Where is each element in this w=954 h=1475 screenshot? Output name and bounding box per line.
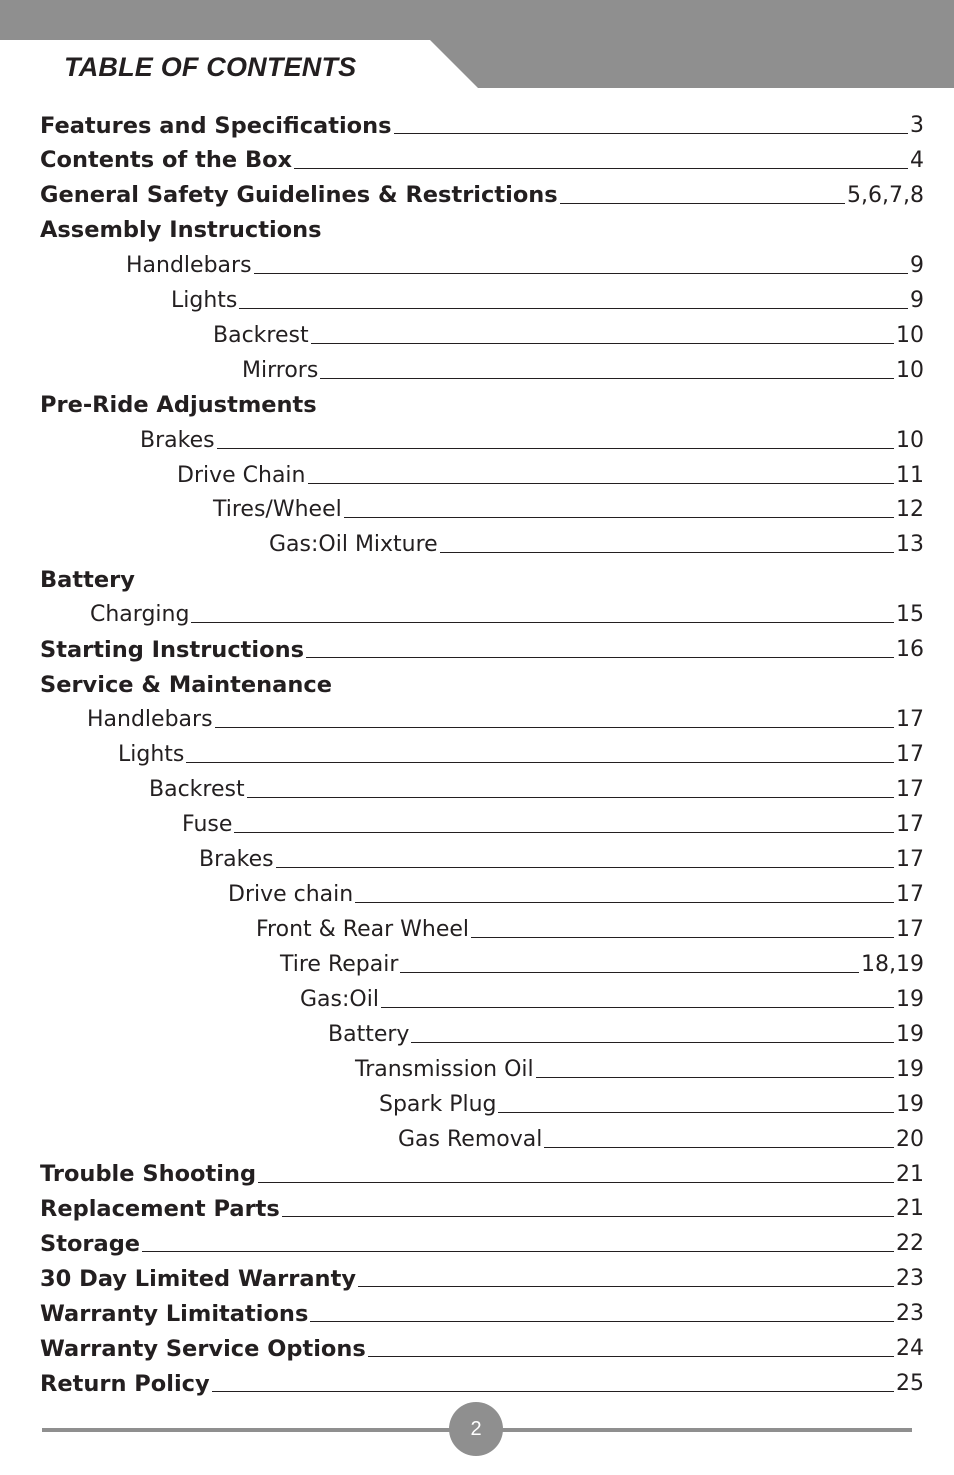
footer-rule-left (42, 1428, 454, 1432)
toc-entry (398, 1116, 924, 1151)
toc-entry-page: 23 (896, 1266, 924, 1292)
toc-entry-label: Features and Specifications (40, 112, 392, 139)
toc-entry (40, 1290, 924, 1325)
toc-entry (40, 382, 924, 417)
toc-entry-page: 9 (910, 287, 924, 313)
toc-entry-label: Gas:Oil Mixture (269, 532, 438, 558)
toc-entry-label: Return Policy (40, 1370, 210, 1397)
toc-entry-label: Assembly Instructions (40, 217, 322, 244)
toc-entry-label: Warranty Service Options (40, 1335, 366, 1362)
toc-entry-label: Trouble Shooting (40, 1161, 257, 1187)
toc-leader-line (440, 552, 894, 553)
toc-entry (90, 591, 924, 626)
header-tab (430, 40, 954, 88)
toc-entry (328, 1011, 924, 1046)
toc-entry (269, 521, 924, 556)
toc-entry-page: 17 (896, 881, 924, 907)
toc-entry-page: 10 (896, 357, 924, 383)
toc-entry (280, 941, 924, 976)
toc-entry-page: 21 (896, 1196, 924, 1222)
toc-entry-page: 19 (896, 1091, 924, 1117)
page-number: 2 (470, 1417, 482, 1440)
toc-entry (182, 801, 924, 836)
toc-entry-label: Pre-Ride Adjustments (40, 392, 317, 419)
toc-entry-page: 17 (896, 916, 924, 942)
toc-entry (40, 1255, 924, 1290)
toc-entry (177, 452, 924, 487)
toc-leader-line (311, 343, 894, 344)
toc-entry-label: Gas:Oil (300, 986, 379, 1012)
toc-entry-page: 9 (910, 252, 924, 278)
toc-leader-line (294, 168, 908, 169)
toc-leader-line (320, 378, 894, 379)
toc-entry (228, 871, 924, 906)
toc-entry-page: 17 (896, 846, 924, 872)
toc-entry (118, 731, 924, 766)
toc-entry-label: Lights (171, 287, 238, 313)
toc-leader-line (276, 867, 894, 868)
toc-entry-label: Lights (118, 742, 185, 768)
toc-entry-page: 20 (896, 1126, 924, 1152)
toc-leader-line (400, 972, 859, 973)
toc-entry-label: Service & Maintenance (40, 671, 332, 698)
toc-entry (213, 312, 924, 347)
toc-entry-page: 25 (896, 1371, 924, 1397)
toc-entry (126, 242, 924, 277)
toc-leader-line (310, 1321, 894, 1322)
toc-entry (40, 556, 924, 591)
header-band (0, 0, 954, 40)
toc-entry-label: Mirrors (242, 357, 319, 383)
toc-entry-page: 19 (896, 1021, 924, 1047)
toc-entry-label: Transmission Oil (355, 1056, 534, 1082)
toc-entry (213, 486, 924, 521)
toc-leader-line (239, 308, 908, 309)
toc-entry (40, 137, 924, 172)
toc-entry-page: 16 (896, 637, 924, 663)
toc-entry-label: Warranty Limitations (40, 1300, 309, 1327)
toc-entry-page: 3 (910, 113, 924, 138)
toc-entry-page: 10 (896, 322, 924, 348)
toc-entry-label: Starting Instructions (40, 636, 304, 663)
toc-entry-page: 5,6,7,8 (847, 182, 924, 208)
toc-entry-label: Replacement Parts (40, 1195, 280, 1222)
toc-entry-label: Handlebars (126, 252, 252, 278)
toc-leader-line (247, 797, 894, 798)
toc-leader-line (368, 1356, 894, 1357)
toc-entry (40, 1325, 924, 1360)
toc-entry-page: 11 (896, 462, 924, 488)
toc-leader-line (191, 622, 894, 623)
toc-entry-label: Brakes (199, 846, 274, 872)
toc-leader-line (217, 448, 894, 449)
toc-entry-label: Battery (328, 1021, 410, 1047)
toc-leader-line (358, 1286, 894, 1287)
toc-entry-page: 22 (896, 1231, 924, 1257)
toc-entry (40, 1151, 924, 1186)
toc-leader-line (498, 1112, 894, 1113)
toc-leader-line (308, 483, 895, 484)
toc-entry (40, 1220, 924, 1255)
toc-entry (256, 906, 924, 941)
page-number-badge (449, 1402, 503, 1456)
toc-leader-line (344, 517, 894, 518)
toc-entry-label: Gas Removal (398, 1126, 543, 1152)
toc-leader-line (355, 902, 894, 903)
toc-entry-label: Brakes (140, 427, 215, 453)
toc-entry-page: 21 (896, 1161, 924, 1187)
toc-entry-page: 17 (896, 777, 924, 803)
toc-leader-line (560, 203, 845, 204)
toc-leader-line (536, 1077, 894, 1078)
toc-leader-line (212, 1391, 894, 1392)
toc-entry (140, 417, 924, 452)
toc-entry-label: Tire Repair (280, 951, 399, 977)
toc-leader-line (258, 1182, 894, 1183)
toc-entry-page: 18,19 (861, 951, 924, 977)
toc-leader-line (394, 133, 908, 134)
toc-entry-page: 24 (896, 1336, 924, 1362)
toc-entry-label: Backrest (149, 777, 245, 803)
toc-leader-line (282, 1216, 894, 1217)
toc-entry (300, 976, 924, 1011)
toc-entry-label: Tires/Wheel (213, 497, 342, 523)
toc-leader-line (411, 1042, 894, 1043)
toc-entry (242, 347, 924, 382)
toc-entry-label: Battery (40, 566, 135, 593)
toc-entry-page: 12 (896, 497, 924, 523)
toc-entry-label: Storage (40, 1230, 141, 1257)
toc-entry (379, 1081, 924, 1116)
toc-entry (40, 172, 924, 207)
toc-entry (40, 1360, 924, 1395)
toc-entry-page: 17 (896, 707, 924, 733)
toc-entry-label: Fuse (182, 812, 233, 837)
toc-entry-label: General Safety Guidelines & Restrictions (40, 182, 558, 209)
toc-leader-line (234, 832, 894, 833)
toc-entry-label: Front & Rear Wheel (256, 916, 470, 942)
toc-entry-label: Handlebars (87, 707, 213, 733)
toc-leader-line (186, 762, 894, 763)
toc-entry (40, 1185, 924, 1220)
toc-entry-page: 19 (896, 1056, 924, 1082)
toc-entry-label: Contents of the Box (40, 147, 293, 174)
toc-entry (149, 766, 924, 801)
toc-entry-page: 15 (896, 602, 924, 628)
toc-entry-page: 13 (896, 532, 924, 558)
toc-entry-label: Drive Chain (177, 462, 306, 488)
toc-entry-page: 17 (896, 742, 924, 768)
toc-leader-line (544, 1147, 894, 1148)
toc-leader-line (215, 727, 894, 728)
toc-entry (87, 696, 924, 731)
toc-entry (199, 836, 924, 871)
toc-entry-page: 17 (896, 812, 924, 837)
toc-entry (40, 207, 924, 242)
page-title: TABLE OF CONTENTS (64, 52, 357, 82)
toc-entry (171, 277, 924, 312)
footer-rule-right (498, 1428, 912, 1432)
toc-entry-label: Spark Plug (379, 1091, 497, 1117)
toc-entry-page: 19 (896, 986, 924, 1012)
toc-leader-line (471, 937, 894, 938)
toc-entry (40, 626, 924, 661)
toc-entry-page: 4 (910, 147, 924, 173)
toc-leader-line (254, 273, 908, 274)
toc-entry-label: 30 Day Limited Warranty (40, 1265, 356, 1292)
toc-entry (40, 661, 924, 696)
toc-leader-line (306, 657, 894, 658)
toc-entry (355, 1046, 924, 1081)
toc-leader-line (381, 1007, 894, 1008)
toc-entry (40, 102, 924, 137)
toc-entry-label: Charging (90, 602, 190, 628)
toc-entry-page: 10 (896, 427, 924, 453)
toc-entry-page: 23 (896, 1301, 924, 1327)
toc-entry-label: Backrest (213, 322, 309, 348)
toc-leader-line (142, 1251, 894, 1252)
toc-entry-label: Drive chain (228, 881, 354, 907)
